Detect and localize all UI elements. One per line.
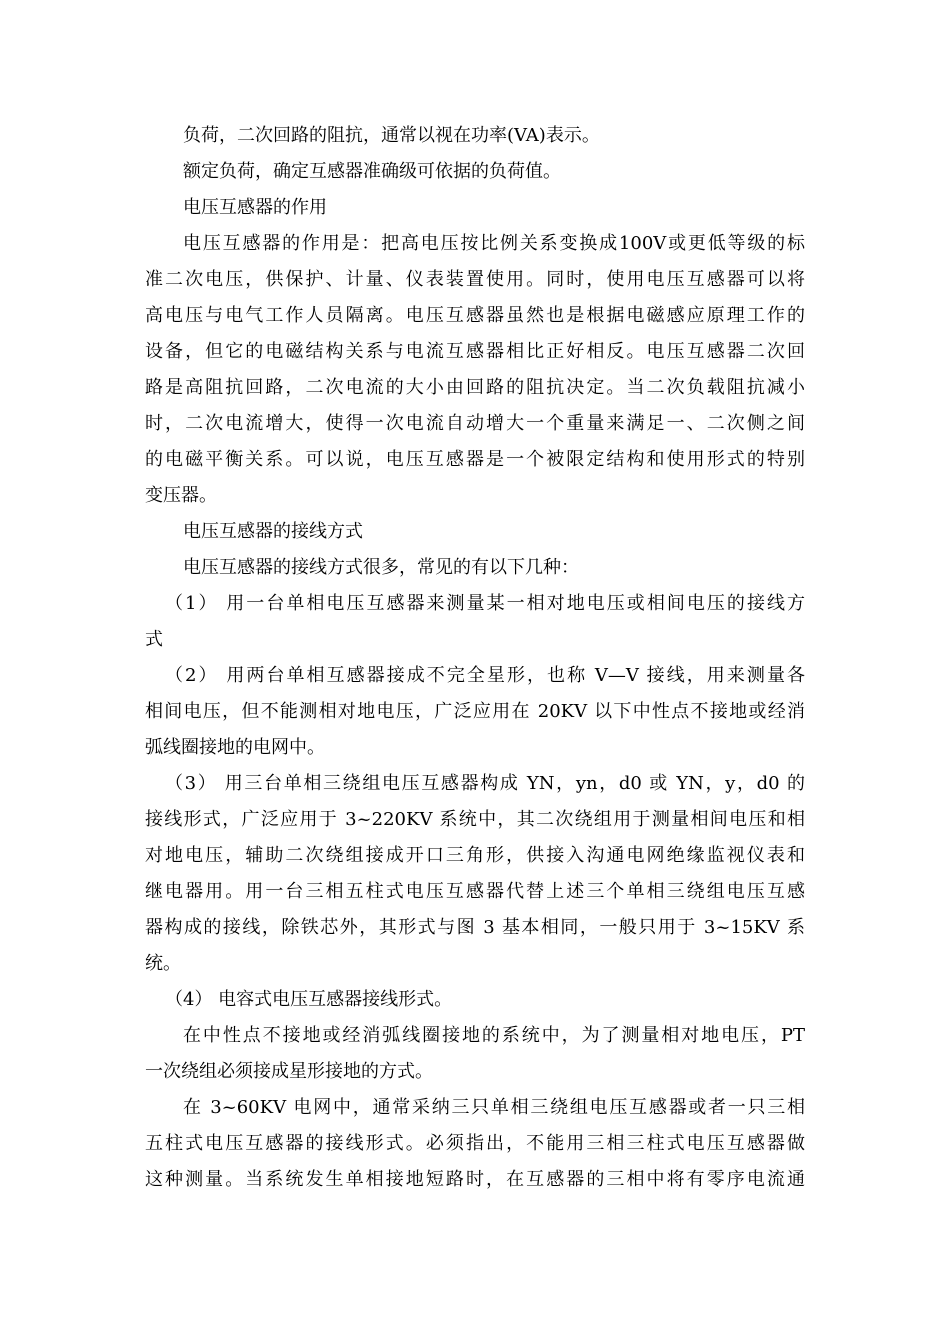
section-heading: 电压互感器的接线方式 [183,521,363,542]
text-line: 五柱式电压互感器的接线形式。必须指出，不能用三相三柱式电压互感器做 [145,1133,805,1154]
heading-pt-wiring [145,514,805,550]
text-line: （3） 用三台单相三绕组电压互感器构成 YN，yn，d0 或 YN，y，d0 的 [165,773,805,794]
text-line: 变压器。 [145,485,217,506]
text-line: 额定负荷，确定互感器准确级可依据的负荷值。 [183,161,561,182]
list-item-2 [145,658,805,766]
text-line: 时，二次电流增大，使得一次电流自动增大一个重量来满足一、二次侧之间 [145,413,805,434]
paragraph-pt-function [145,226,805,514]
paragraph-rated-burden [145,154,805,190]
text-line: 继电器用。用一台三相五柱式电压互感器代替上述三个单相三绕组电压互感 [145,881,805,902]
text-line: 接线形式，广泛应用于 3~220KV 系统中，其二次绕组用于测量相间电压和相 [145,809,805,830]
text-line: （4） 电容式电压互感器接线形式。 [165,989,453,1010]
text-line: 路是高阻抗回路，二次电流的大小由回路的阻抗决定。当二次负载阻抗减小 [145,377,805,398]
text-line: 准二次电压，供保护、计量、仪表装置使用。同时，使用电压互感器可以将 [145,269,805,290]
list-item-4 [145,982,805,1018]
text-line: 这种测量。当系统发生单相接地短路时，在互感器的三相中将有零序电流通 [145,1169,805,1190]
text-line: 对地电压，辅助二次绕组接成开口三角形，供接入沟通电网绝缘监视仪表和 [145,845,805,866]
paragraph-burden-definition [145,118,805,154]
text-line: 负荷，二次回路的阻抗，通常以视在功率(VA)表示。 [183,125,600,146]
paragraph-wiring-intro [145,550,805,586]
text-line: （2） 用两台单相互感器接成不完全星形，也称 V—V 接线，用来测量各 [165,665,805,686]
text-line: 在 3~60KV 电网中，通常采纳三只单相三绕组电压互感器或者一只三相 [183,1097,805,1118]
document-page [145,118,805,1198]
text-line: 设备，但它的电磁结构关系与电流互感器相比正好相反。电压互感器二次回 [145,341,805,362]
text-line: 电压互感器的接线方式很多，常见的有以下几种： [183,557,579,578]
text-line: 相间电压，但不能测相对地电压，广泛应用在 20KV 以下中性点不接地或经消 [145,701,805,722]
paragraph-neutral-grounding [145,1018,805,1090]
list-item-3 [145,766,805,982]
text-line: 弧线圈接地的电网中。 [145,737,325,758]
text-line: 高电压与电气工作人员隔离。电压互感器虽然也是根据电磁感应原理工作的 [145,305,805,326]
text-line: 统。 [145,953,181,974]
text-line: 器构成的接线，除铁芯外，其形式与图 3 基本相同，一般只用于 3~15KV 系 [145,917,805,938]
text-line: 一次绕组必须接成星形接地的方式。 [145,1061,433,1082]
text-line: 电压互感器的作用是：把高电压按比例关系变换成100V或更低等级的标 [183,233,805,254]
text-line: （1） 用一台单相电压互感器来测量某一相对地电压或相间电压的接线方 [165,593,805,614]
list-item-1 [145,586,805,658]
paragraph-3-60kv-network [145,1090,805,1198]
section-heading: 电压互感器的作用 [183,197,327,218]
text-line: 式 [145,629,163,650]
heading-pt-function [145,190,805,226]
text-line: 的电磁平衡关系。可以说，电压互感器是一个被限定结构和使用形式的特别 [145,449,805,470]
text-line: 在中性点不接地或经消弧线圈接地的系统中，为了测量相对地电压，PT [183,1025,805,1046]
